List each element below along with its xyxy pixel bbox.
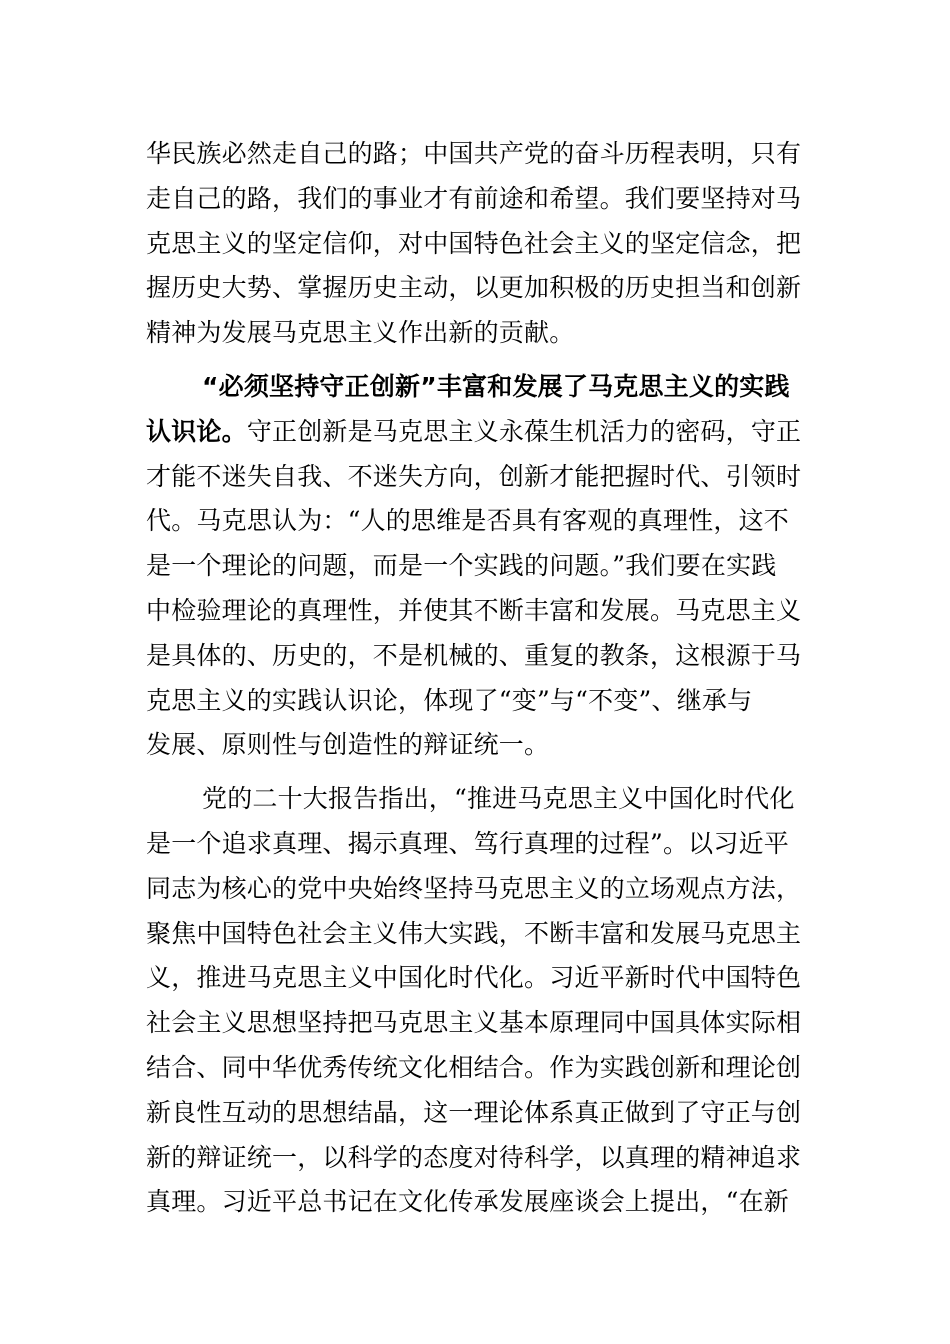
paragraph-1 [146,132,810,356]
paragraph-1-line-2: 走自己的路，我们的事业才有前途和希望。我们要坚持对马 [146,183,802,213]
paragraph-2-line-6: 中检验理论的真理性，并使其不断丰富和发展。马克思主义 [146,595,802,625]
paragraph-1-line-1: 华民族必然走自己的路；中国共产党的奋斗历程表明，只有 [146,139,802,168]
paragraph-2-heading-end: 认识论。 [146,416,247,446]
paragraph-3-line-4: 聚焦中国特色社会主义伟大实践，不断丰富和发展马克思主 [146,918,802,948]
paragraph-3-line-7: 结合、同中华优秀传统文化相结合。作为实践创新和理论创 [146,1052,802,1082]
paragraph-1-line-3: 克思主义的坚定信仰，对中国特色社会主义的坚定信念，把 [146,228,802,258]
paragraph-2-line-8: 克思主义的实践认识论，体现了“变”与“不变”、继承与 [146,685,753,715]
paragraph-3-line-1: 党的二十大报告指出，“推进马克思主义中国化时代化 [202,784,795,814]
paragraph-1-line-5: 精神为发展马克思主义作出新的贡献。 [146,318,575,348]
paragraph-2 [146,365,810,768]
paragraph-3-line-3: 同志为核心的党中央始终坚持马克思主义的立场观点方法， [146,873,802,903]
paragraph-3-line-6: 社会主义思想坚持把马克思主义基本原理同中国具体实际相 [146,1008,802,1038]
paragraph-2-line-2 [146,410,810,455]
paragraph-2-line-3: 才能不迷失自我、不迷失方向，创新才能把握时代、引领时 [146,461,802,491]
paragraph-3-line-2: 是一个追求真理、揭示真理、笃行真理的过程”。以习近平 [146,828,789,858]
paragraph-2-line-7: 是具体的、历史的，不是机械的、重复的教条，这根源于马 [146,640,802,670]
paragraph-3-line-9: 新的辩证统一，以科学的态度对待科学，以真理的精神追求 [146,1142,802,1172]
paragraph-1-line-4: 握历史大势、掌握历史主动，以更加积极的历史担当和创新 [146,273,802,303]
paragraph-3-line-10: 真理。习近平总书记在文化传承发展座谈会上提出，“在新 [146,1187,789,1217]
paragraph-2-line-4: 代。马克思认为：“人的思维是否具有客观的真理性，这不 [146,506,789,536]
paragraph-3-line-5: 义，推进马克思主义中国化时代化。习近平新时代中国特色 [146,963,802,993]
paragraph-3 [146,777,810,1225]
text-column [146,132,810,1225]
paragraph-3-line-8: 新良性互动的思想结晶，这一理论体系真正做到了守正与创 [146,1097,802,1127]
paragraph-2-line-2-text: 守正创新是马克思主义永葆生机活力的密码，守正 [246,416,802,446]
paragraph-2-heading: “必须坚持守正创新”丰富和发展了马克思主义的实践 [202,371,790,401]
paragraph-2-line-1 [146,365,810,410]
paragraph-2-line-9: 发展、原则性与创造性的辩证统一。 [146,730,550,760]
paragraph-2-line-5: 是一个理论的问题，而是一个实践的问题。”我们要在实践 [146,551,777,581]
